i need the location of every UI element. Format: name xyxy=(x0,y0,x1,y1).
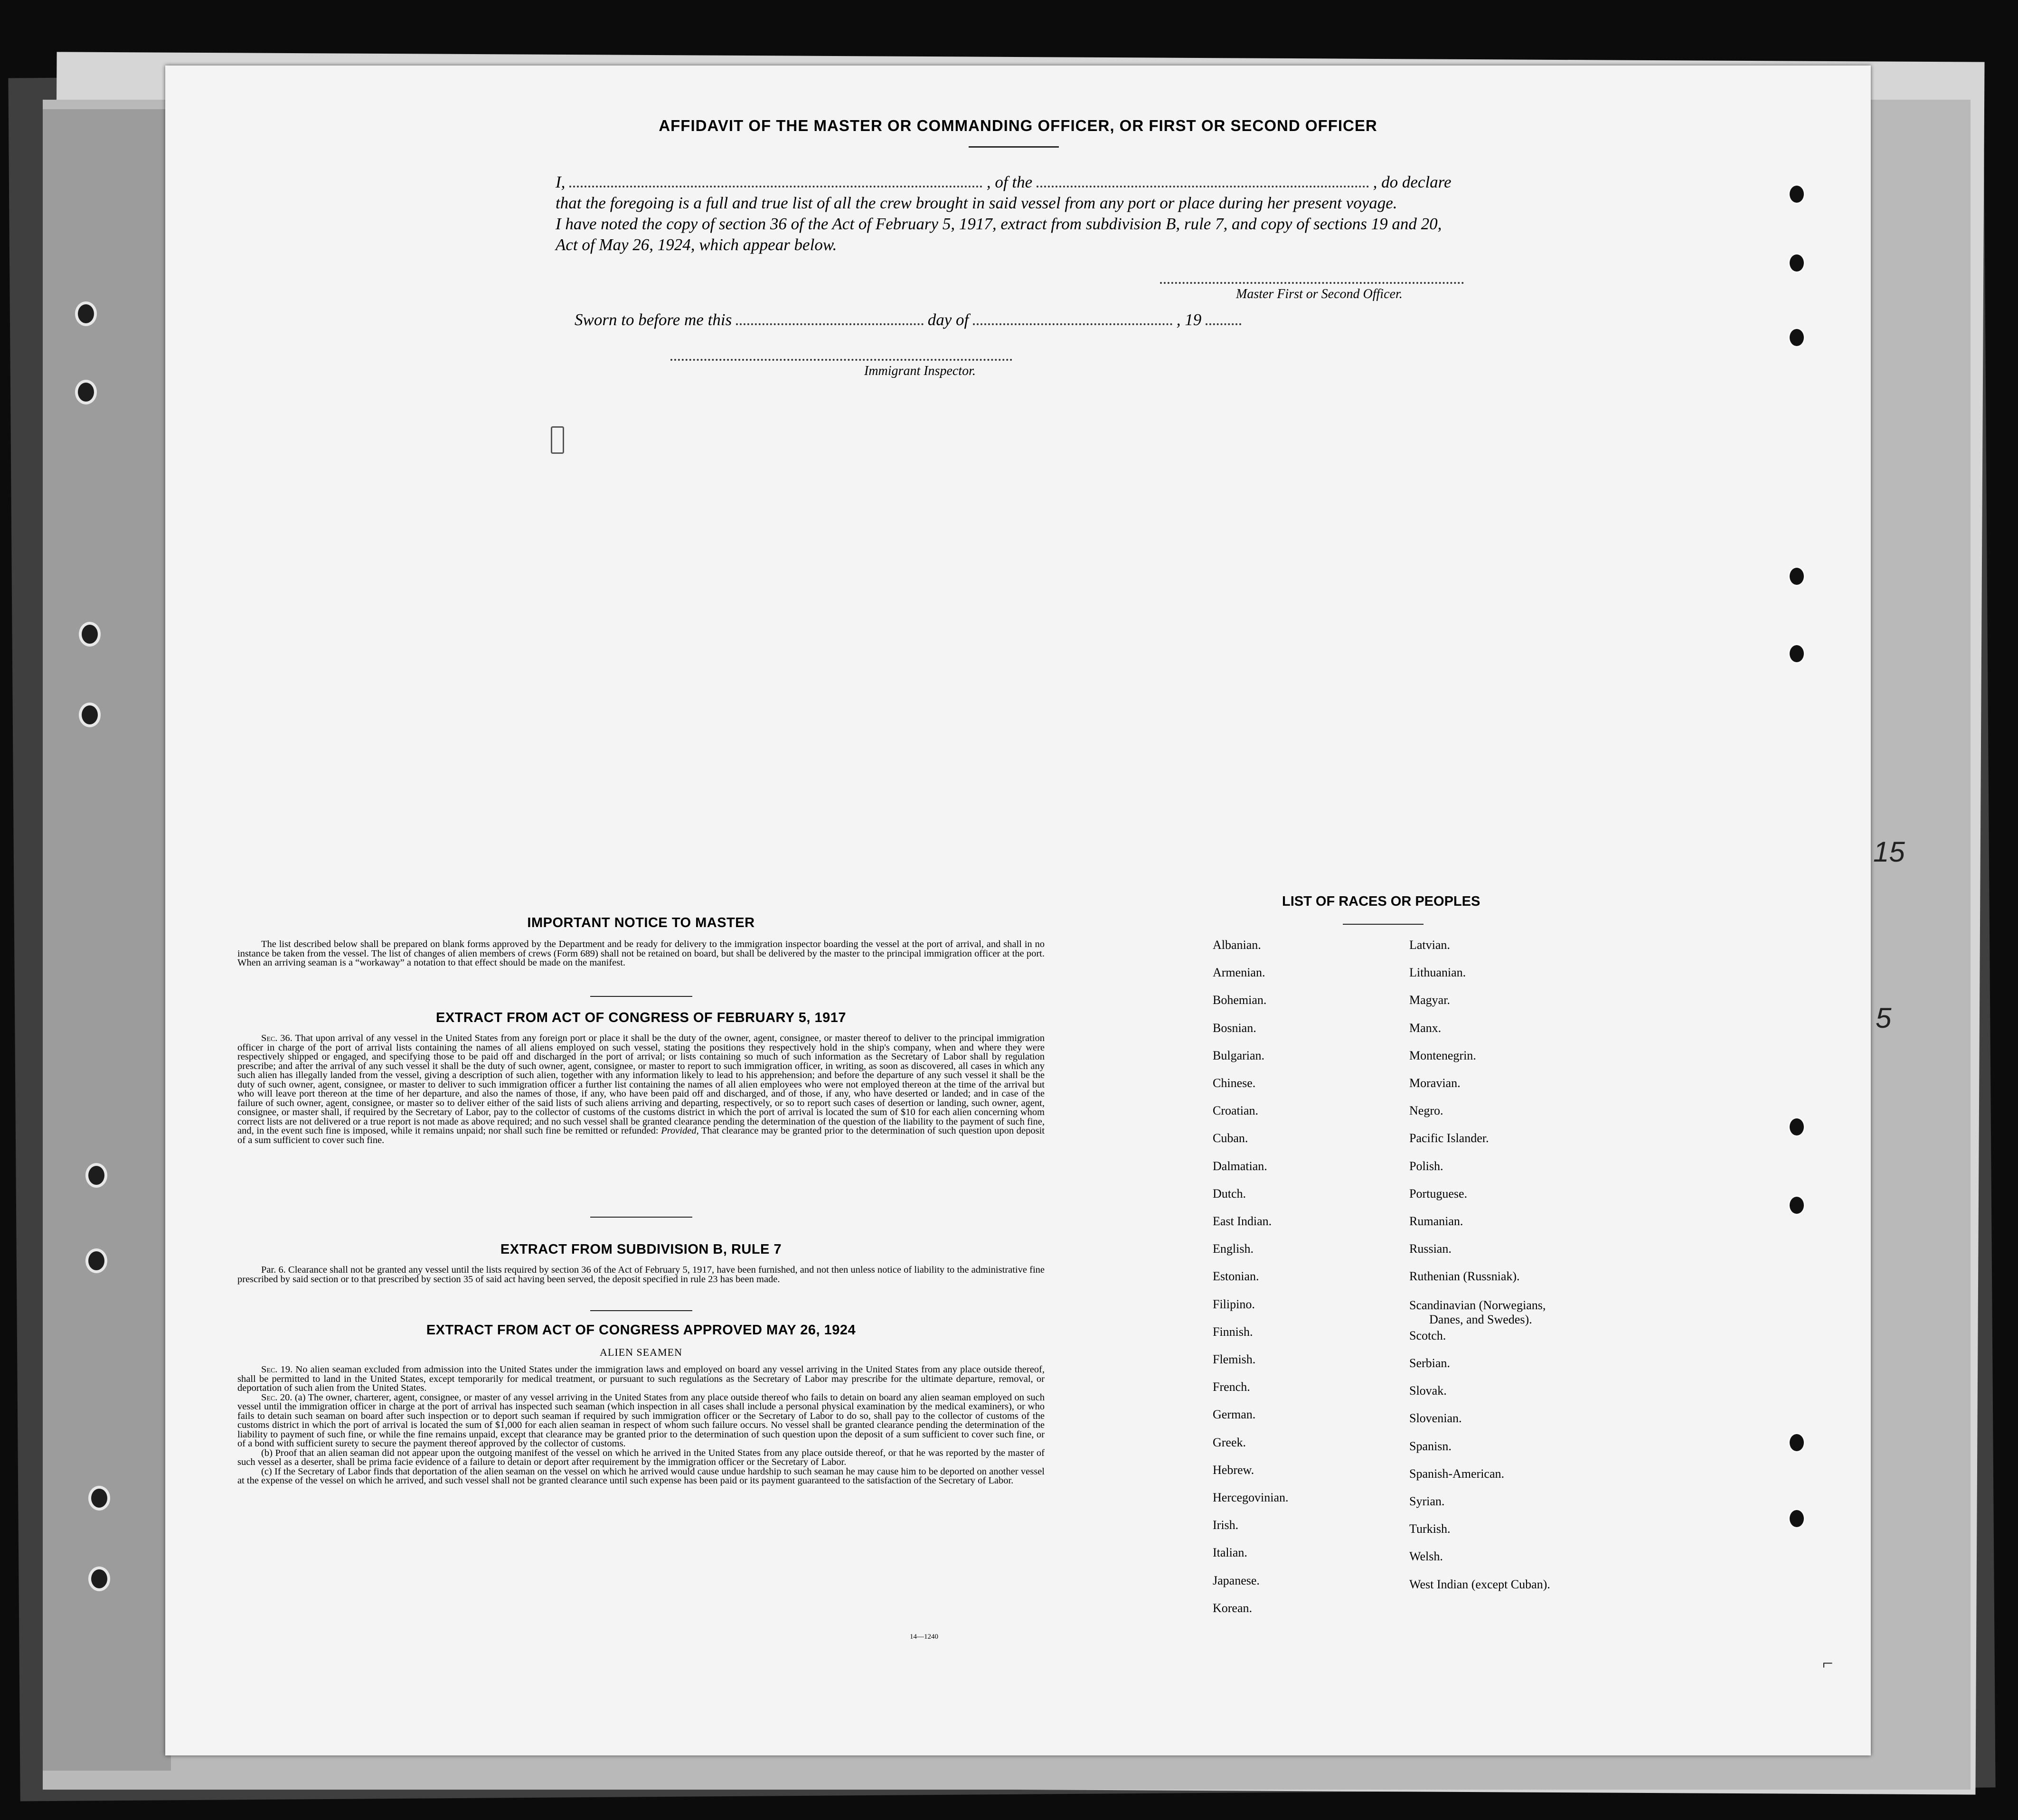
divider xyxy=(969,146,1059,148)
punch-hole xyxy=(1788,184,1805,204)
year-blank xyxy=(1206,314,1241,325)
sworn-line xyxy=(575,310,1241,329)
margin-mark: 15 xyxy=(1873,836,1905,868)
race-item: Slovak. xyxy=(1409,1384,1447,1398)
race-item: Dalmatian. xyxy=(1213,1159,1267,1173)
race-item: Filipino. xyxy=(1213,1297,1255,1311)
inspector-signature-line xyxy=(670,359,1012,361)
affidavit-line-2: that the foregoing is a full and true list of all the crew brought in said vessel from any port or place during her present voyage. xyxy=(556,194,1397,212)
section-20a xyxy=(237,1393,1045,1449)
binder-hole xyxy=(79,622,101,647)
section-36-body: That upon arrival of any vessel in the United States from any foreign port or place it shall be the duty of the owner, agent, consignee, or master thereof to deliver to the principal immigration officer in charge of the port of arrival lists containing the names of all aliens employed on such vessel, stating the positions they respectively hold in the ship's company, when and where they were respectively shipped or engaged, and specifying those to be paid off and discharged in the port of arrival; or lists containing so much of such information as the Secretary of Labor shall by regulation prescribe; and after the arrival of any such vessel it shall be the duty of such owner, agent, consignee, or master to report to such immigration officer, in writing, as soon as discovered, all cases in which any such alien has illegally landed from the vessel, giving a description of such alien, together with any information likely to lead to his apprehension; and before the departure of any such vessel it shall be the duty of such owner, agent, consignee, or master to deliver to such immigration officer a further list containing the names of all alien employees who were not employed thereon at the time of the arrival but who will leave port thereon at the time of her departure, and also the names of those, if any, who have been paid off and discharged, and of those, if any, who have deserted or landed; and in case of the failure of such owner, agent, consignee, or master so to deliver either of the said lists of such aliens arriving and departing, respectively, or so to report such cases of desertion or landing, such owner, agent, consignee, or master shall, if required by the Secretary of Labor, pay to the collector of customs of the customs district in which the port of arrival is located the sum of $10 for each alien concerning whom correct lists are not delivered or a true report is not made as above required; and no such vessel shall be granted clearance pending the determination of the question of the liability to the payment of such fine, and, in the event such fine is imposed, while it remains unpaid; nor shall such fine be remitted or refunded: xyxy=(237,1033,1045,1136)
extract-1924-title: EXTRACT FROM ACT OF CONGRESS APPROVED MAY 26, 1924 xyxy=(426,1323,856,1338)
race-item: Spanish-American. xyxy=(1409,1466,1505,1481)
section-19-label: Sec. 19. xyxy=(261,1364,293,1375)
race-item: Irish. xyxy=(1213,1518,1239,1532)
race-item: Rumanian. xyxy=(1409,1214,1463,1228)
binder-hole xyxy=(88,1486,110,1510)
rule-7-title: EXTRACT FROM SUBDIVISION B, RULE 7 xyxy=(500,1242,782,1257)
section-36-label: Sec. 36. xyxy=(261,1033,292,1043)
race-item: Bulgarian. xyxy=(1213,1048,1265,1062)
sworn-day-of: day of xyxy=(927,310,969,329)
race-item: Pacific Islander. xyxy=(1409,1131,1489,1145)
race-item: Scotch. xyxy=(1409,1328,1446,1342)
extract-1917-title: EXTRACT FROM ACT OF CONGRESS OF FEBRUARY 5, 1917 xyxy=(435,1010,847,1025)
divider xyxy=(590,1217,692,1218)
punch-hole xyxy=(1788,1433,1805,1453)
race-item: Italian. xyxy=(1213,1546,1247,1560)
sections-19-20 xyxy=(237,1365,1045,1486)
section-36-text xyxy=(237,1034,1045,1145)
punch-hole xyxy=(1788,1117,1805,1137)
race-item: Greek. xyxy=(1213,1435,1246,1449)
race-item: French. xyxy=(1213,1380,1250,1394)
section-20c: (c) If the Secretary of Labor finds that deportation of the alien seaman on the vessel on which he arrived would cause undue hardship to such seaman he may cause him to be deported on another vessel at the expense of the vessel on which he arrived, and such vessel shall not be granted clearance until such expense has been paid or its payment guaranteed to the satisfaction of the Secretary of Labor. xyxy=(237,1466,1045,1486)
section-19 xyxy=(237,1365,1045,1393)
name-blank xyxy=(569,176,982,188)
section-19-body: No alien seaman excluded from admission into the United States under the immigration laws and employed on board any vessel arriving in the United States from any place outside thereof, shall be permitted to land in the United States, except temporarily for medical treatment, or pursuant to such regulations as the Secretary of Labor may prescribe for the ultimate departure, removal, or deportation of such alien from the United States. xyxy=(237,1364,1045,1393)
affidavit-line-3: I have noted the copy of section 36 of the Act of February 5, 1917, extract from subdivision B, rule 7, and copy of sections 19 and 20, xyxy=(556,215,1442,233)
section-20-label: Sec. 20. xyxy=(261,1392,292,1403)
race-item: Hebrew. xyxy=(1213,1463,1254,1477)
binder-hole xyxy=(79,703,101,727)
race-item: Danes, and Swedes). xyxy=(1429,1312,1532,1326)
race-item: West Indian (except Cuban). xyxy=(1409,1577,1550,1591)
punch-hole xyxy=(1788,644,1805,664)
vessel-blank xyxy=(1037,176,1369,188)
race-item: Polish. xyxy=(1409,1159,1443,1173)
race-item: Slovenian. xyxy=(1409,1411,1462,1426)
race-item: Cuban. xyxy=(1213,1131,1248,1145)
race-item: Scandinavian (Norwegians, xyxy=(1409,1298,1546,1312)
race-item: Spanisn. xyxy=(1409,1439,1452,1453)
alien-seamen-subtitle: ALIEN SEAMEN xyxy=(600,1346,682,1358)
race-item: East Indian. xyxy=(1213,1214,1272,1228)
race-item: Turkish. xyxy=(1409,1522,1451,1536)
day-blank xyxy=(736,314,924,325)
race-item: Magyar. xyxy=(1409,993,1450,1007)
binder-hole xyxy=(85,1163,107,1188)
sworn-year: , 19 xyxy=(1176,310,1202,329)
sworn-prefix: Sworn to before me this xyxy=(575,310,732,329)
affidavit-of-the: , of the xyxy=(986,173,1033,191)
race-item: Dutch. xyxy=(1213,1186,1246,1201)
divider xyxy=(590,1310,692,1311)
race-item: Hercegovinian. xyxy=(1213,1491,1289,1504)
binder-hole xyxy=(75,380,97,404)
document-page xyxy=(165,66,1871,1755)
race-item: Bohemian. xyxy=(1213,993,1267,1007)
section-20b: (b) Proof that an alien seaman did not appear upon the outgoing manifest of the vessel on which he arrived in the United States from any place outside thereof, or that he was reported by the master of such vessel as a deserter, shall be prima facie evidence of a failure to detain or deport after requirement by the immigration officer or the Secretary of Labor. xyxy=(237,1447,1045,1467)
race-item: Montenegrin. xyxy=(1409,1048,1476,1062)
affidavit-title: AFFIDAVIT OF THE MASTER OR COMMANDING OFFICER, OR FIRST OR SECOND OFFICER xyxy=(659,117,1377,134)
notice-text: The list described below shall be prepared on blank forms approved by the Department and be ready for delivery to the immigration inspector boarding the vessel at the port of arrival, and shall in no instance be taken from the vessel. The list of changes of alien members of crews (Form 689) shall not be retained on board, but shall be delivered by the master to the principal immigration officer at the port. When an arriving seaman is a “workaway” a notation to that effect should be made on the manifest. xyxy=(237,939,1045,968)
section-36-end: That clearance may be granted prior to the determination of such question upon deposit of a sum sufficient to cover such fine. xyxy=(237,1126,1045,1145)
affidavit-i: I, xyxy=(556,173,566,191)
race-item: Latvian. xyxy=(1409,938,1450,952)
punch-hole xyxy=(1788,253,1805,273)
binder-hole xyxy=(88,1567,110,1591)
race-item: Estonian. xyxy=(1213,1269,1259,1284)
race-item: Lithuanian. xyxy=(1409,966,1466,980)
binder-spine xyxy=(43,109,171,1771)
race-item: Welsh. xyxy=(1409,1549,1443,1564)
pencil-mark: ⌐ xyxy=(1822,1652,1833,1674)
notice-title: IMPORTANT NOTICE TO MASTER xyxy=(527,915,755,930)
race-item: Flemish. xyxy=(1213,1352,1256,1366)
master-label: Master First or Second Officer. xyxy=(1236,287,1403,301)
races-title: LIST OF RACES OR PEOPLES xyxy=(1282,894,1480,909)
race-item: Negro. xyxy=(1409,1104,1443,1118)
month-blank xyxy=(973,314,1172,325)
punch-hole xyxy=(1788,1195,1805,1215)
race-item: Japanese. xyxy=(1213,1573,1260,1587)
race-item: Chinese. xyxy=(1213,1076,1256,1090)
stamp-mark xyxy=(551,426,564,454)
race-item: Portuguese. xyxy=(1409,1186,1468,1201)
divider xyxy=(590,996,692,997)
race-item: German. xyxy=(1213,1407,1256,1422)
punch-hole xyxy=(1788,328,1805,347)
race-item: Finnish. xyxy=(1213,1324,1253,1339)
race-item: Moravian. xyxy=(1409,1076,1461,1090)
section-20a-body: (a) The owner, charterer, agent, consignee, or master of any vessel arriving in the United States from any place outside thereof who fails to detain on board any alien seaman employed on such vessel until the immigration officer in charge at the port of arrival has inspected such seaman (which inspection in all cases shall include a personal physical examination by the medical examiners), or who fails to detain such seaman on board after such inspection or to deport such seaman if required by such immigration officer or the Secretary of Labor to do so, shall pay to the collector of customs of the customs district in which the port of arrival is located the sum of $1,000 for each alien seaman in respect of whom such failure occurs. No vessel shall be granted clearance pending the determination of the liability to payment of such fine, or while the fine remains unpaid, except that clearance may be granted prior to the determination of such question upon the deposit of a sum sufficient to cover such fine, or of a bond with sufficient surety to secure the payment thereof approved by the collector of customs. xyxy=(237,1392,1045,1449)
affidavit-do-declare: , do declare xyxy=(1373,173,1452,191)
punch-hole xyxy=(1788,1509,1805,1529)
binder-hole xyxy=(85,1248,107,1273)
binder-hole xyxy=(75,301,97,326)
rule-7-text: Par. 6. Clearance shall not be granted any vessel until the lists required by section 36 of the Act of February 5, 1917, have been furnished, and not then unless notice of liability to the administrative fine prescribed by said section or to that prescribed by section 35 of said act having been served, the deposit specified in rule 23 has been made. xyxy=(237,1265,1045,1285)
race-item: Armenian. xyxy=(1213,966,1265,980)
race-item: Albanian. xyxy=(1213,938,1261,952)
race-item: English. xyxy=(1213,1242,1254,1256)
divider xyxy=(1343,924,1424,925)
inspector-label: Immigrant Inspector. xyxy=(864,364,976,378)
master-signature-line xyxy=(1160,282,1464,284)
race-item: Ruthenian (Russniak). xyxy=(1409,1269,1520,1284)
affidavit-line-4: Act of May 26, 1924, which appear below. xyxy=(556,235,837,254)
race-item: Croatian. xyxy=(1213,1104,1259,1118)
affidavit-line-1 xyxy=(556,173,1452,192)
race-item: Syrian. xyxy=(1409,1494,1445,1508)
punch-hole xyxy=(1788,566,1805,586)
provided-label: Provided, xyxy=(661,1126,699,1136)
form-number: 14—1240 xyxy=(910,1633,938,1641)
margin-mark: 5 xyxy=(1876,1002,1892,1034)
race-item: Serbian. xyxy=(1409,1356,1450,1370)
race-item: Manx. xyxy=(1409,1021,1442,1035)
race-item: Russian. xyxy=(1409,1242,1452,1256)
race-item: Korean. xyxy=(1213,1601,1253,1615)
race-item: Bosnian. xyxy=(1213,1021,1256,1035)
